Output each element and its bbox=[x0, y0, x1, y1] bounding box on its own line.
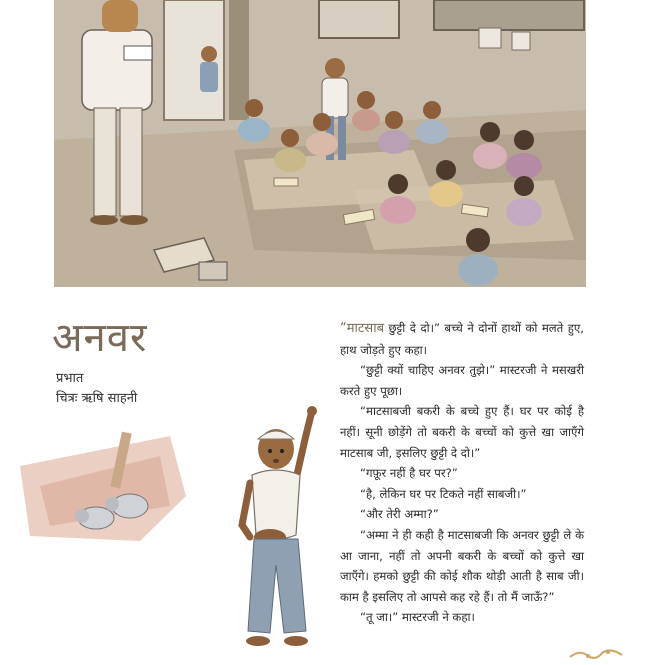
illustrator-credit: चित्रः ऋषि साहनी bbox=[56, 391, 138, 406]
story-title: अनवर bbox=[52, 315, 148, 361]
story-paragraph: “गफ़ूर नहीं है घर पर?” bbox=[360, 466, 458, 481]
story-paragraph bbox=[340, 318, 584, 360]
goat-kids-illustration bbox=[20, 426, 186, 546]
first-paragraph-rest: छुट्टी दे दो।” बच्चे ने दोनों हाथों को मलते हुए, हाथ जोड़ते हुए कहा। bbox=[340, 321, 584, 357]
anwar-illustration bbox=[226, 405, 334, 655]
author-name: प्रभात bbox=[56, 371, 84, 386]
story-paragraph: “अम्मा ने ही कही है माटसाबजी कि अनवर छुट्टी ले के आ जाना, नहीं तो अपनी बकरी के बच्चों को कुत्ते खा जाएँगे। हमको छुट्टी की कोई शौक थोड़ी आती है साब जी। काम है इसलिए तो आपसे कह रहे हैं। तो मैं जाऊँ?” bbox=[340, 527, 584, 604]
story-paragraph: “और तेरी अम्मा?” bbox=[360, 507, 439, 522]
story-paragraph: “माटसाबजी बकरी के बच्चे हुए हैं। घर पर कोई है नहीं। सूनी छोड़ेंगे तो बकरी के बच्चों को कुत्ते खा जाएँगे माटसाब जी, इसलिए छुट्टी दे दो।” bbox=[340, 404, 584, 460]
story-text bbox=[340, 318, 584, 628]
story-paragraph: “छुट्टी क्यों चाहिए अनवर तुझे।” मास्टरजी ने मसखरी करते हुए पूछा। bbox=[340, 363, 584, 398]
classroom-illustration bbox=[54, 0, 586, 287]
page-ornament-icon bbox=[568, 646, 624, 660]
story-paragraph: “तू जा।” मास्टरजी ने कहा। bbox=[360, 610, 475, 625]
story-paragraph: “है, लेकिन घर पर टिकते नहीं साबजी।” bbox=[360, 486, 527, 501]
lead-word: “माटसाब bbox=[340, 321, 385, 336]
